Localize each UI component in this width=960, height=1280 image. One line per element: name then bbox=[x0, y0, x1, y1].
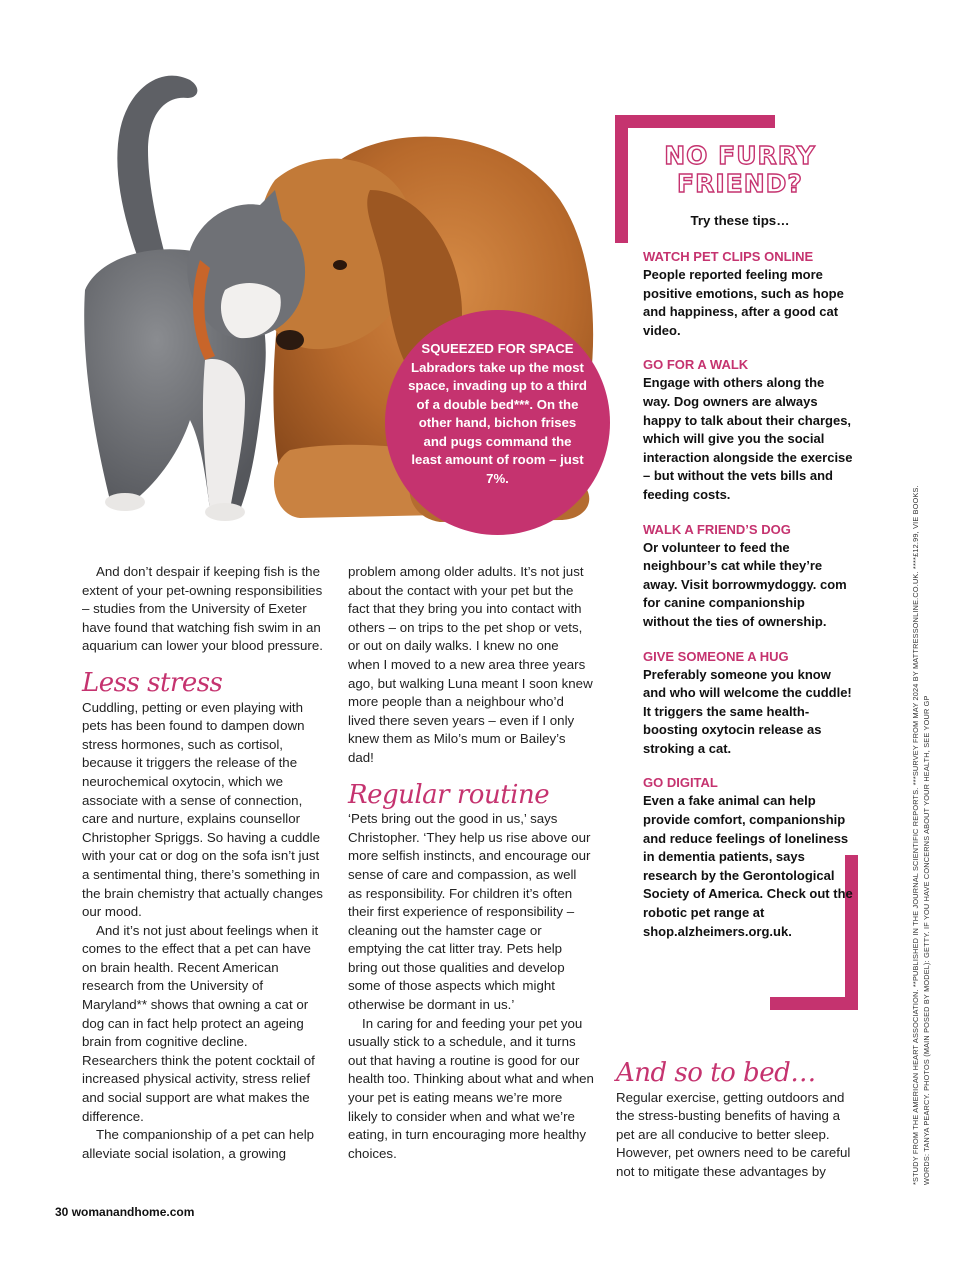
page-footer bbox=[55, 1205, 194, 1219]
subheading-less-stress: Less stress bbox=[82, 667, 223, 698]
tip-body: Even a fake animal can help provide comfort, companionship and reduce feelings of loneliness in dementia patients, says research by the Gerontological Society of America. Check out the robotic pet range at shop.alzheimers.org.uk. bbox=[643, 793, 853, 939]
tip-body: Or volunteer to feed the neighbour’s cat while they’re away. Visit borrowmydoggy. com for canine companionship without the ties of ownership. bbox=[643, 539, 847, 629]
sidebar-title bbox=[640, 142, 840, 198]
credits-sidebar bbox=[910, 425, 932, 1185]
paragraph: The companionship of a pet can help alleviate social isolation, a growing bbox=[82, 1127, 315, 1161]
credits-line: *STUDY FROM THE AMERICAN HEART ASSOCIATION. **PUBLISHED IN THE JOURNAL SCIENTIFIC REPORTS. ***SURVEY FROM MAY 2024 BY MATTRESSONLINE.CO.UK. ****£12.99, VIE BOOKS. bbox=[911, 485, 920, 1185]
tip-item bbox=[643, 356, 853, 504]
squeezed-for-space-callout bbox=[385, 310, 610, 535]
tip-item bbox=[643, 248, 853, 340]
article-column-2 bbox=[348, 563, 594, 1163]
tip-heading: WALK A FRIEND’S DOG bbox=[643, 521, 791, 537]
article-column-3 bbox=[616, 1058, 862, 1182]
tips-list bbox=[643, 248, 853, 957]
article-column-1 bbox=[82, 563, 326, 1163]
tip-body: Preferably someone you know and who will welcome the cuddle! It triggers the same health-boosting oxytocin release as stroking a cat. bbox=[643, 666, 852, 756]
tip-heading: WATCH PET CLIPS ONLINE bbox=[643, 249, 814, 264]
subheading-and-so-to-bed: And so to bed… bbox=[616, 1058, 816, 1088]
dog-eye bbox=[333, 260, 347, 270]
paragraph: ‘Pets bring out the good in us,’ says Christopher. ‘They help us rise above our more selfish instincts, and encourage our sense of care and compassion, as well as responsibility. For children it’s often their first experience of responsibility – cleaning out the hamster cage or emptying the cat litter tray. Pets help bring out those qualities and develop some of those aspects which might otherwise be dormant in us.’ bbox=[348, 811, 591, 1013]
cat-paw bbox=[105, 493, 145, 511]
tip-body: People reported feeling more positive emotions, such as hope and happiness, after a good cat video. bbox=[643, 267, 844, 338]
sidebar-frame-bottom bbox=[770, 997, 858, 1010]
paragraph: In caring for and feeding your pet you usually stick to a schedule, and it turns out that having a routine is good for our health too. Thinking about what and when your pet is eating means we’re more likely to consider when and what we’re eating, in turn encouraging more healthy choices. bbox=[348, 1015, 594, 1161]
tip-heading: GO FOR A WALK bbox=[643, 357, 749, 373]
callout-body: Labradors take up the most space, invading up to a third of a double bed***. On the other hand, bichon frises and pugs command the least amount of room – just 7%. bbox=[408, 359, 587, 486]
sidebar-frame-left bbox=[615, 115, 628, 243]
paragraph: Cuddling, petting or even playing with pets has been found to dampen down stress hormones, such as cortisol, because it triggers the release of the neurochemical oxytocin, which we associate with a sense of connection, care and nurture, explains counsellor Christopher Spriggs. So having a cuddle with your cat or dog on the sofa isn’t just a sentimental thing, there’s something in the brain chemistry that actually changes our mood. bbox=[82, 699, 323, 920]
tip-item bbox=[643, 774, 853, 941]
sidebar-frame-top bbox=[615, 115, 775, 128]
sidebar-title-line: NO FURRY bbox=[664, 141, 816, 170]
paragraph: And it’s not just about feelings when it comes to the effect that a pet can have on brain health. Recent American research from the University of Maryland** shows that owning a cat or dog can in fact help protect an ageing brain from cognitive decline. Researchers think the potent cocktail of increased physical activity, stress relief and social support are what makes the difference. bbox=[82, 922, 319, 1124]
callout-title: SQUEEZED FOR SPACE bbox=[421, 341, 574, 356]
credits-line: WORDS: TANYA PEARCY. PHOTOS (MAIN POSED BY MODEL): GETTY. IF YOU HAVE CONCERNS ABOUT YOUR HEALTH, SEE YOUR GP bbox=[922, 695, 931, 1185]
tip-item bbox=[643, 648, 853, 759]
tip-body: Engage with others along the way. Dog owners are always happy to talk about their charges, which will give you the social interaction alongside the exercise – but without the vets bills and feeding costs. bbox=[643, 375, 853, 502]
sidebar-subtitle: Try these tips… bbox=[690, 213, 790, 228]
paragraph: And don’t despair if keeping fish is the extent of your pet-owning responsibilities – studies from the University of Exeter have found that watching fish swim in an aquarium can lower your blood pressure. bbox=[82, 564, 323, 654]
page-number: 30 bbox=[55, 1205, 69, 1219]
subheading-regular-routine: Regular routine bbox=[348, 779, 550, 810]
cat-paw bbox=[205, 503, 245, 521]
paragraph: Regular exercise, getting outdoors and the stress-busting benefits of having a pet are all conducive to better sleep. However, pet owners need to be careful not to mitigate these advantages by bbox=[616, 1089, 851, 1179]
footer-site: womanandhome.com bbox=[71, 1205, 195, 1219]
tip-heading: GO DIGITAL bbox=[643, 775, 718, 791]
tip-heading: GIVE SOMEONE A HUG bbox=[643, 648, 789, 664]
tip-item bbox=[643, 521, 853, 632]
paragraph: problem among older adults. It’s not just about the contact with your pet but the fact that they bring you into contact with others – on trips to the pet shop or vets, or out on daily walks. I knew no one when I moved to a new area three years ago, but walking Luna meant I soon knew more people than a neighbour who’d lived there seven years – even if I only knew them as Milo’s mum or Bailey’s dad! bbox=[348, 564, 593, 765]
dog-nose bbox=[276, 330, 304, 350]
sidebar-title-line: FRIEND? bbox=[677, 169, 803, 198]
